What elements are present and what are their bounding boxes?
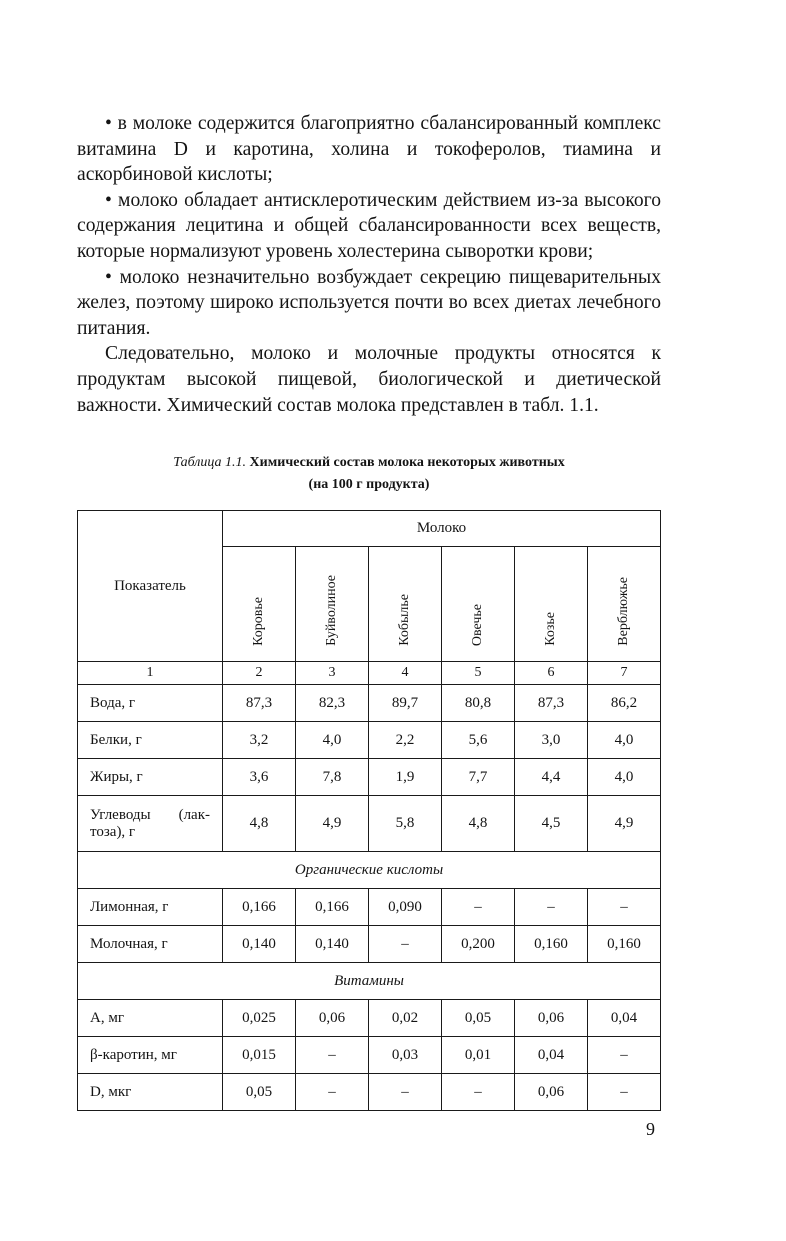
cell-value: 4,0 [588, 722, 661, 759]
cell-value: 0,05 [223, 1074, 296, 1111]
caption-line-1 [77, 452, 661, 474]
column-header [588, 547, 661, 662]
section-header: Органические кислоты [78, 852, 661, 889]
table-row [78, 1074, 661, 1111]
section-row-vitamins [78, 963, 661, 1000]
column-number: 4 [369, 662, 442, 685]
milk-composition-table [77, 510, 661, 1111]
cell-value: 5,6 [442, 722, 515, 759]
cell-value: – [442, 889, 515, 926]
cell-value: 89,7 [369, 685, 442, 722]
cell-value: 7,7 [442, 759, 515, 796]
cell-value: – [369, 1074, 442, 1111]
column-header-text: Кобылье [397, 594, 412, 646]
cell-value: 4,9 [588, 796, 661, 852]
page-number: 9 [646, 1119, 655, 1139]
column-number: 1 [78, 662, 223, 685]
cell-value: – [588, 889, 661, 926]
cell-value: – [588, 1074, 661, 1111]
row-label: Лимонная, г [78, 889, 223, 926]
cell-value: 0,02 [369, 1000, 442, 1037]
row-label: А, мг [78, 1000, 223, 1037]
column-number: 7 [588, 662, 661, 685]
row-label: Жиры, г [78, 759, 223, 796]
cell-value: 3,0 [515, 722, 588, 759]
cell-value: 0,05 [442, 1000, 515, 1037]
cell-value: – [369, 926, 442, 963]
cell-value: 87,3 [515, 685, 588, 722]
row-label: Молочная, г [78, 926, 223, 963]
cell-value: 4,5 [515, 796, 588, 852]
cell-value: 4,8 [223, 796, 296, 852]
paragraph-bullet-1: • в молоке содержится благоприятно сбалансированный комплекс витамина D и каротина, холина и токоферолов, тиамина и аскорбиновой кислоты; [77, 113, 661, 186]
paragraph-conclusion: Следовательно, молоко и молочные продукты относятся к продуктам высокой пищевой, биологической и диетической важности. Химический состав молока представлен в табл. 1.1. [77, 343, 661, 416]
cell-value: 0,06 [296, 1000, 369, 1037]
column-header-text: Верблюжье [616, 577, 631, 646]
column-header-text: Коровье [251, 597, 266, 646]
cell-value: 0,160 [588, 926, 661, 963]
cell-value: 1,9 [369, 759, 442, 796]
cell-value: 7,8 [296, 759, 369, 796]
cell-value: 4,0 [588, 759, 661, 796]
row-label-line-1: Углеводы (лак- [90, 806, 210, 823]
row-label [78, 796, 223, 852]
header-row-group [78, 511, 661, 547]
cell-value: – [588, 1037, 661, 1074]
cell-value: 86,2 [588, 685, 661, 722]
caption-label: Таблица 1.1. [173, 455, 247, 470]
row-label: β-каротин, мг [78, 1037, 223, 1074]
column-number: 3 [296, 662, 369, 685]
column-header-text: Буйволиное [324, 575, 339, 646]
column-number: 5 [442, 662, 515, 685]
table-row [78, 685, 661, 722]
cell-value: 3,6 [223, 759, 296, 796]
table-row [78, 926, 661, 963]
cell-value: 5,8 [369, 796, 442, 852]
cell-value: – [442, 1074, 515, 1111]
paragraph-bullet-2: • молоко обладает антисклеротическим действием из-за высокого содержания лецитина и общей сбалансированности всех веществ, которые нормализуют уровень холестерина сыворотки крови; [77, 189, 661, 262]
column-number: 2 [223, 662, 296, 685]
cell-value: 4,8 [442, 796, 515, 852]
cell-value: 0,140 [296, 926, 369, 963]
cell-value: 0,160 [515, 926, 588, 963]
column-number-row [78, 662, 661, 685]
cell-value: 0,01 [442, 1037, 515, 1074]
cell-value: 0,06 [515, 1000, 588, 1037]
column-number: 6 [515, 662, 588, 685]
cell-value: 4,9 [296, 796, 369, 852]
cell-value: 0,200 [442, 926, 515, 963]
cell-value: 0,025 [223, 1000, 296, 1037]
section-row-acids [78, 852, 661, 889]
cell-value: 0,166 [296, 889, 369, 926]
cell-value: 0,04 [515, 1037, 588, 1074]
column-header [223, 547, 296, 662]
milk-group-header: Молоко [223, 511, 661, 547]
cell-value: 0,166 [223, 889, 296, 926]
table-row [78, 1037, 661, 1074]
table-row [78, 759, 661, 796]
paragraph-bullet-3: • молоко незначительно возбуждает секрецию пищеварительных желез, поэтому широко используется почти во всех диетах лечебного питания. [77, 266, 661, 339]
table-row [78, 796, 661, 852]
column-header [296, 547, 369, 662]
cell-value: – [515, 889, 588, 926]
cell-value: 80,8 [442, 685, 515, 722]
table-row [78, 1000, 661, 1037]
body-text [77, 111, 661, 418]
cell-value: 3,2 [223, 722, 296, 759]
column-header [442, 547, 515, 662]
table-caption [77, 452, 661, 496]
column-header-text: Козье [543, 612, 558, 646]
column-header-text: Овечье [470, 603, 485, 646]
cell-value: 0,06 [515, 1074, 588, 1111]
row-label: D, мкг [78, 1074, 223, 1111]
cell-value: 82,3 [296, 685, 369, 722]
cell-value: 0,090 [369, 889, 442, 926]
row-label: Вода, г [78, 685, 223, 722]
cell-value: 87,3 [223, 685, 296, 722]
row-label-line-2: тоза), г [90, 823, 136, 840]
cell-value: 4,4 [515, 759, 588, 796]
column-header [515, 547, 588, 662]
caption-title: Химический состав молока некоторых животных [249, 455, 565, 470]
cell-value: 4,0 [296, 722, 369, 759]
caption-subtitle: (на 100 г продукта) [308, 477, 430, 492]
row-label: Белки, г [78, 722, 223, 759]
cell-value: 0,03 [369, 1037, 442, 1074]
table-row [78, 722, 661, 759]
cell-value: 0,015 [223, 1037, 296, 1074]
cell-value: – [296, 1037, 369, 1074]
indicator-header: Показатель [78, 511, 223, 662]
cell-value: 0,04 [588, 1000, 661, 1037]
section-header: Витамины [78, 963, 661, 1000]
column-header [369, 547, 442, 662]
cell-value: – [296, 1074, 369, 1111]
table-row [78, 889, 661, 926]
cell-value: 0,140 [223, 926, 296, 963]
cell-value: 2,2 [369, 722, 442, 759]
